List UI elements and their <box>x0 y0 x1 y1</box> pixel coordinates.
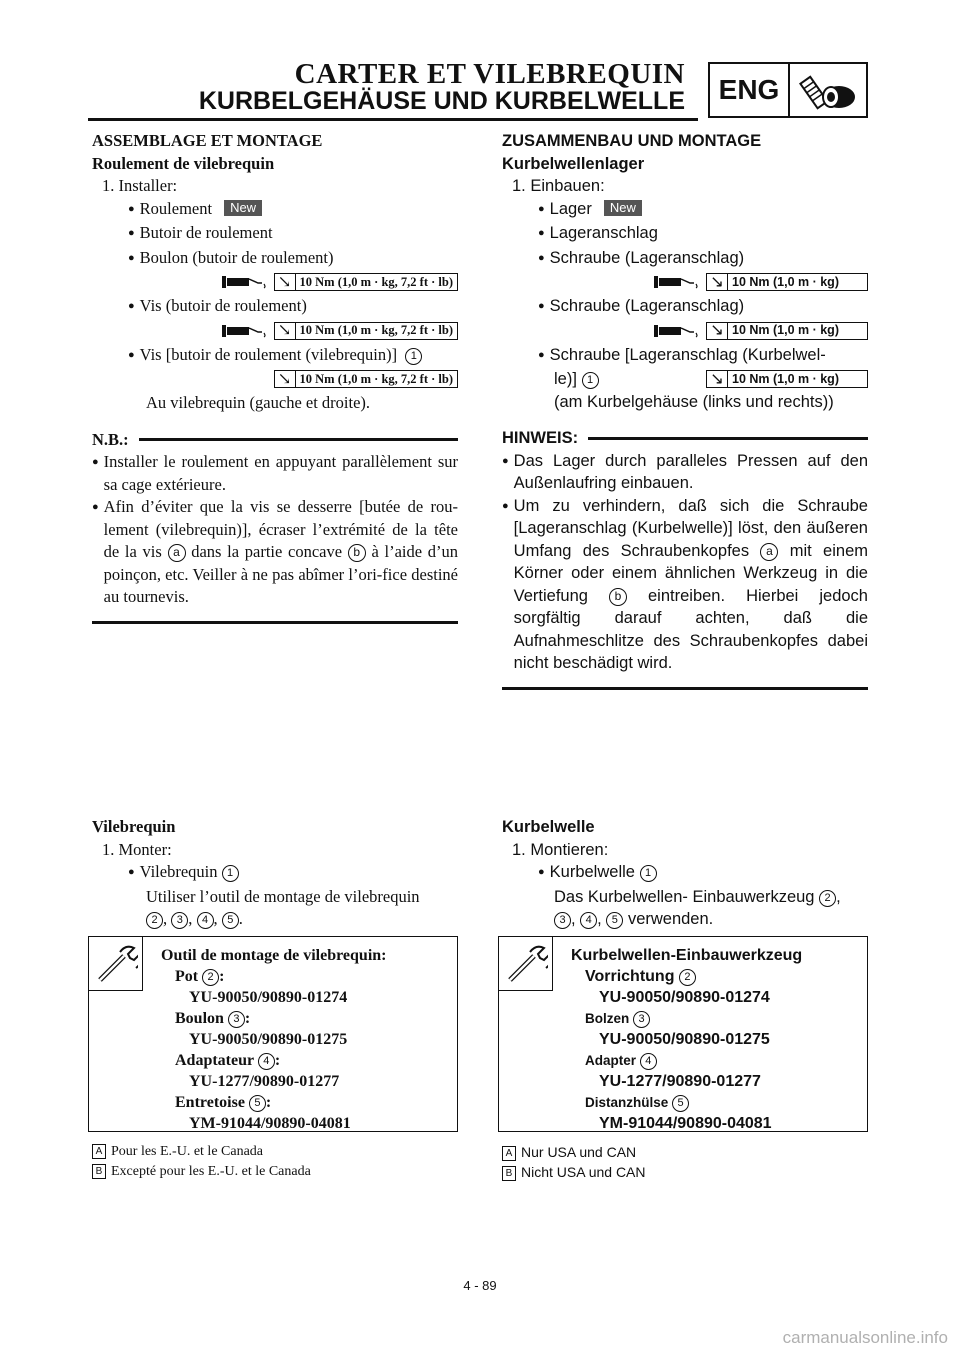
de-tool-2-name: Bolzen <box>585 1011 630 1026</box>
callout-5: 5 <box>222 912 239 929</box>
callout-3: 3 <box>633 1011 650 1028</box>
footnote-key-b: B <box>92 1164 106 1179</box>
de-am-kurbelgehaeuse: (am Kurbelgehäuse (links und rechts)) <box>554 392 834 411</box>
callout-5: 5 <box>672 1095 689 1112</box>
fr-tool-4-code: YM-91044/90890-04081 <box>189 1115 351 1132</box>
de-footnote-b <box>502 1162 646 1182</box>
de-das: Das Kurbelwellen- Einbauwerkzeug 2 , 3 , 4 , 5 verwenden. <box>554 887 841 928</box>
de-tool-3-name: Adapter <box>585 1053 637 1068</box>
fr-item-butoir: ● Butoir de roulement <box>92 222 458 247</box>
fr-item-vilebrequin <box>92 861 458 886</box>
fr-au-vilebrequin: Au vilebrequin (gauche et droite). <box>146 393 371 412</box>
de-note-2-part-c: eintreiben. Hierbei jedoch sorgfältig darauf achten, daß die Aufnahmeschlitze des Schraubenkopfes dabei nicht beschädigt wird. <box>513 586 868 672</box>
de-subheading-crankshaft: Kurbelwelle <box>502 818 595 836</box>
fr-note-header <box>92 429 458 452</box>
de-tool-1-code: YU-90050/90890-01274 <box>599 989 770 1006</box>
de-tool-list <box>571 945 802 1134</box>
watermark: carmanualsonline.info <box>782 1328 948 1347</box>
de-crankshaft-section <box>502 816 868 931</box>
callout-1: 1 <box>222 865 239 882</box>
torque-spec <box>706 322 868 340</box>
fr-utiliser: Utiliser l’outil de montage de vilebrequin 2 , 3 , 4 , 5 . <box>146 886 420 928</box>
fr-tool-1: Pot 2 : <box>175 968 225 985</box>
callout-4: 4 <box>640 1053 657 1070</box>
fr-note-1 <box>92 451 458 496</box>
fr-torque-1-value: 10 Nm (1,0 m · kg, 7,2 ft · lb) <box>299 274 453 289</box>
callout-2: 2 <box>819 890 836 907</box>
fr-subheading-bearing: Roulement de vilebrequin <box>92 153 275 173</box>
fr-vis2-label: Vis [butoir de roulement (vilebrequin)] <box>139 344 398 364</box>
de-tool-title: Kurbelwellen-Einbauwerkzeug <box>571 947 803 964</box>
note-rule <box>139 438 458 441</box>
de-subheading-bearing: Kurbelwellenlager <box>502 154 645 173</box>
note-end-rule <box>92 621 458 624</box>
de-kurbelwelle-label: Kurbelwelle <box>549 863 635 881</box>
fr-step-monter: 1. Monter: <box>102 839 172 859</box>
fr-footnotes <box>92 1142 311 1182</box>
de-footnotes <box>502 1142 646 1182</box>
de-item-lager <box>502 198 868 223</box>
torque-spec <box>706 370 868 388</box>
fr-footnote-a-text: Pour les E.-U. et le Canada <box>111 1144 264 1159</box>
callout-2: 2 <box>679 969 696 986</box>
callout-4: 4 <box>580 912 597 929</box>
fr-tool-1-code: YU-90050/90890-01274 <box>189 989 348 1006</box>
engine-icon <box>790 64 866 116</box>
special-tool-icon <box>499 937 553 991</box>
footnote-key-b: B <box>502 1166 516 1181</box>
de-torque-1-value: 10 Nm (1,0 m · kg) <box>732 274 839 289</box>
callout-a: a <box>760 543 778 561</box>
de-tool-2-code: YU-90050/90890-01275 <box>599 1031 770 1048</box>
de-note-2-part-a: Um zu verhindern, daß sich die Schraube [Lageranschlag (Kurbelwelle)] löst, den äußeren Umfang des Schraubenkopfes <box>513 496 868 560</box>
fr-roulement-label: Roulement <box>139 198 213 218</box>
fr-footnote-b <box>92 1162 311 1182</box>
de-lager-label: Lager <box>549 199 592 218</box>
note-end-rule <box>502 687 868 690</box>
fr-note-2-part-b: dans la partie concave <box>191 542 343 561</box>
de-torque-3-value: 10 Nm (1,0 m · kg) <box>732 372 839 386</box>
de-note-2-part-b: mit einem Körner oder einem ähnlichen Werkzeug in die Vertiefung <box>513 541 869 605</box>
new-badge: New <box>224 200 262 216</box>
fr-note-1-text: Installer le roulement en appuyant parallèlement sur sa cage extérieure. <box>103 452 458 494</box>
de-tool-1 <box>571 966 802 987</box>
fr-footnote-a <box>92 1142 311 1162</box>
fr-bearing-section <box>92 130 458 624</box>
de-torque-row-2 <box>502 320 868 342</box>
wrench-icon: ↘ <box>275 274 296 290</box>
callout-4: 4 <box>258 1053 275 1070</box>
de-tool-4-name: Distanzhülse <box>585 1095 669 1110</box>
fr-torque-row-1 <box>92 271 458 293</box>
new-badge: New <box>604 200 642 216</box>
de-das-end: verwenden. <box>627 910 714 928</box>
fr-utiliser-text: Utiliser l’outil de montage de vilebrequin <box>146 886 420 906</box>
de-note-1-text: Das Lager durch paralleles Pressen auf den Außenlaufring einbauen. <box>513 451 868 492</box>
callout-3: 3 <box>171 912 188 929</box>
de-bearing-section <box>502 130 868 690</box>
fr-heading: ASSEMBLAGE ET MONTAGE <box>92 131 323 150</box>
fr-vilebrequin-label: Vilebrequin <box>139 862 218 881</box>
footnote-key-a: A <box>92 1144 106 1159</box>
torque-spec <box>274 322 458 340</box>
de-tool-2 <box>571 1008 802 1029</box>
torque-spec <box>706 273 868 291</box>
oil-icon <box>654 275 700 289</box>
de-schraube3-b: le)] <box>554 370 577 388</box>
fr-item-roulement <box>92 198 458 223</box>
wrench-icon: ↘ <box>707 323 728 339</box>
fr-crankshaft-section <box>92 816 458 931</box>
section-badge-label: ENG <box>710 64 790 116</box>
de-tool-4-code: YM-91044/90890-04081 <box>599 1115 772 1132</box>
fr-item-vis2 <box>92 344 458 369</box>
callout-b: b <box>609 588 627 606</box>
oil-icon <box>222 324 268 338</box>
callout-3: 3 <box>554 912 571 929</box>
callout-4: 4 <box>197 912 214 929</box>
callout-b: b <box>348 544 366 562</box>
callout-1: 1 <box>640 865 657 882</box>
oil-icon <box>222 275 268 289</box>
fr-note-2 <box>92 496 458 609</box>
fr-tool-2: Boulon 3 : <box>175 1010 251 1027</box>
de-item-schraube2: ● Schraube (Lageranschlag) <box>502 295 868 320</box>
fr-subheading-crankshaft: Vilebrequin <box>92 817 176 836</box>
de-heading: ZUSAMMENBAU UND MONTAGE <box>502 132 762 150</box>
fr-torque-2-value: 10 Nm (1,0 m · kg, 7,2 ft · lb) <box>299 323 453 338</box>
page-number: 4 - 89 <box>463 1278 497 1293</box>
wrench-icon: ↘ <box>707 371 728 387</box>
wrench-icon: ↘ <box>707 274 728 290</box>
de-footnote-b-text: Nicht USA und CAN <box>521 1164 646 1180</box>
de-tool-1-name: Vorrichtung <box>585 968 675 985</box>
de-tool-box <box>498 936 868 1132</box>
de-item-schraube3: ● Schraube [Lageranschlag (Kurbelwel- <box>502 344 868 369</box>
fr-tool-list <box>161 945 387 1134</box>
callout-2: 2 <box>202 969 219 986</box>
header-title-fr: CARTER ET VILEBREQUIN <box>294 58 685 90</box>
callout-2: 2 <box>146 912 163 929</box>
callout-a: a <box>168 544 186 562</box>
de-das-text: Das Kurbelwellen- Einbauwerkzeug <box>554 887 815 906</box>
de-step-montieren: 1. Montieren: <box>512 840 609 859</box>
de-footnote-a-text: Nur USA und CAN <box>521 1144 637 1160</box>
wrench-icon: ↘ <box>275 323 296 339</box>
header-title-de: KURBELGEHÄUSE UND KURBELWELLE <box>198 87 685 115</box>
fr-step-install: 1. Installer: <box>102 176 178 195</box>
bullet-icon <box>92 451 104 496</box>
fr-tool-box <box>88 936 458 1132</box>
de-step-install: 1. Einbauen: <box>512 177 605 195</box>
bullet-icon <box>502 450 514 495</box>
fr-note-label: N.B.: <box>92 429 129 449</box>
de-item-schraube1: ● Schraube (Lageranschlag) <box>502 247 868 272</box>
de-note-1 <box>502 450 868 495</box>
de-tool-3-code: YU-1277/90890-01277 <box>599 1073 761 1090</box>
fr-tool-2-code: YU-90050/90890-01275 <box>189 1031 348 1048</box>
fr-note-2-part-a: Afin d’éviter que la vis se desserre [butée de rou-lement (vilebrequin)], écraser l’extrémité de la tête de la vis <box>103 497 458 561</box>
fr-torque-row-3 <box>92 368 458 390</box>
note-rule <box>588 437 868 440</box>
fr-tool-title: Outil de montage de vilebrequin: <box>161 947 387 964</box>
fr-footnote-b-text: Excepté pour les E.-U. et le Canada <box>111 1164 311 1179</box>
bullet-icon <box>502 495 514 675</box>
fr-tool-4-name: Entretoise <box>175 1094 245 1111</box>
torque-spec <box>274 370 458 388</box>
fr-tool-3-name: Adaptateur <box>175 1052 254 1069</box>
fr-torque-3-value: 10 Nm (1,0 m · kg, 7,2 ft · lb) <box>299 371 453 386</box>
fr-tool-2-name: Boulon <box>175 1010 224 1027</box>
fr-torque-row-2 <box>92 320 458 342</box>
section-badge <box>708 62 868 118</box>
header-rule <box>88 118 698 121</box>
callout-1: 1 <box>405 348 422 365</box>
de-torque-2-value: 10 Nm (1,0 m · kg) <box>732 323 839 338</box>
fr-item-boulon: ● Boulon (butoir de roulement) <box>92 247 458 272</box>
de-note-2 <box>502 495 868 675</box>
de-tool-3 <box>571 1050 802 1071</box>
torque-spec <box>274 273 458 291</box>
de-item-schraube3-cont <box>502 368 868 391</box>
de-torque-row-1 <box>502 271 868 293</box>
fr-tool-4: Entretoise 5 : <box>175 1094 272 1111</box>
de-note-header <box>502 427 868 450</box>
oil-icon <box>654 324 700 338</box>
callout-1: 1 <box>582 372 599 389</box>
footnote-key-a: A <box>502 1146 516 1161</box>
special-tool-icon <box>89 937 143 991</box>
fr-tool-3-code: YU-1277/90890-01277 <box>189 1073 340 1090</box>
de-tool-4 <box>571 1092 802 1113</box>
bullet-icon <box>92 496 104 609</box>
callout-5: 5 <box>606 912 623 929</box>
callout-3: 3 <box>228 1011 245 1028</box>
wrench-icon: ↘ <box>275 371 296 387</box>
fr-item-vis: ● Vis (butoir de roulement) <box>92 295 458 320</box>
de-item-kurbelwelle <box>502 861 868 886</box>
callout-5: 5 <box>249 1095 266 1112</box>
de-footnote-a <box>502 1142 646 1162</box>
fr-tool-1-name: Pot <box>175 968 199 985</box>
fr-tool-3: Adaptateur 4 : <box>175 1052 281 1069</box>
fr-note-2-part-c: à l’aide d’un poinçon, etc. Veiller à ne pas abîmer l’ori-fice destiné au tournevis. <box>103 542 458 606</box>
de-item-lageranschlag: ● Lageranschlag <box>502 222 868 247</box>
de-note-label: HINWEIS: <box>502 429 579 447</box>
